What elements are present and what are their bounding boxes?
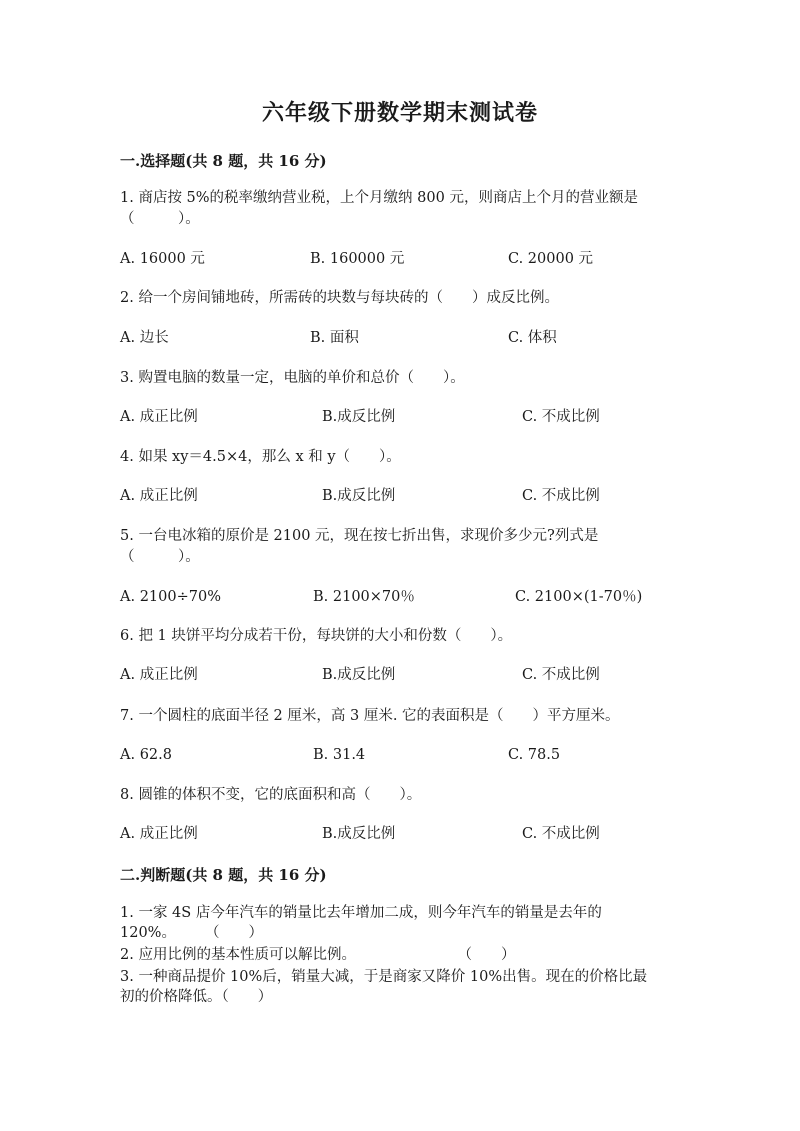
page-title: 六年级下册数学期末测试卷 — [261, 100, 538, 126]
judgement-3 — [120, 967, 685, 1007]
question-text: 3. 购置电脑的数量一定，电脑的单价和总价（ ）。 — [120, 370, 465, 386]
option-b: B. 面积 — [310, 330, 359, 346]
question-1 — [120, 188, 680, 230]
option-c: C. 78.5 — [508, 747, 561, 763]
option-b: B.成反比例 — [322, 488, 396, 504]
question-6 — [120, 626, 680, 647]
judgement-text: 2. 应用比例的基本性质可以解比例。 （ ） — [120, 947, 516, 963]
question-text: 4. 如果 xy＝4.5×4，那么 x 和 y（ ）。 — [120, 449, 401, 465]
option-c: C. 不成比例 — [522, 667, 600, 683]
option-c: C. 2100×(1-70％) — [515, 589, 643, 605]
option-a: A. 2100÷70% — [120, 589, 221, 605]
option-b: B. 31.4 — [313, 747, 366, 763]
option-b: B.成反比例 — [322, 667, 396, 683]
option-b: B. 160000 元 — [310, 251, 405, 267]
section-header-choice: 一.选择题(共 8 题，共 16 分) — [120, 152, 327, 170]
option-c: C. 不成比例 — [522, 826, 600, 842]
option-a: A. 成正比例 — [120, 409, 198, 425]
judgement-text: 3. 一种商品提价 10%后，销量大减，于是商家又降价 10%出售。现在的价格比最 — [120, 969, 648, 985]
question-text: 6. 把 1 块饼平均分成若干份，每块饼的大小和份数（ ）。 — [120, 628, 513, 644]
judgement-text-cont: 120%。 （ ） — [120, 925, 263, 941]
option-a: A. 62.8 — [120, 747, 172, 763]
judgement-1 — [120, 903, 685, 943]
question-7 — [120, 706, 700, 727]
option-b: B.成反比例 — [322, 409, 396, 425]
option-a: A. 成正比例 — [120, 667, 198, 683]
question-2 — [120, 288, 680, 309]
option-a: A. 成正比例 — [120, 826, 198, 842]
question-4 — [120, 447, 680, 468]
option-c: C. 不成比例 — [522, 488, 600, 504]
option-a: A. 边长 — [120, 330, 169, 346]
question-text-cont: （ ）。 — [120, 211, 200, 227]
question-3 — [120, 368, 680, 389]
question-text: 2. 给一个房间铺地砖，所需砖的块数与每块砖的（ ）成反比例。 — [120, 290, 559, 306]
option-c: C. 不成比例 — [522, 409, 600, 425]
option-a: A. 成正比例 — [120, 488, 198, 504]
option-c: C. 20000 元 — [508, 251, 594, 267]
option-b: B. 2100×70％ — [313, 589, 415, 605]
question-text: 7. 一个圆柱的底面半径 2 厘米，高 3 厘米. 它的表面积是（ ）平方厘米。 — [120, 708, 620, 724]
judgement-text: 1. 一家 4S 店今年汽车的销量比去年增加二成，则今年汽车的销量是去年的 — [120, 905, 602, 921]
option-a: A. 16000 元 — [120, 251, 205, 267]
question-text-cont: （ ）。 — [120, 549, 200, 565]
question-text: 1. 商店按 5%的税率缴纳营业税，上个月缴纳 800 元，则商店上个月的营业额是 — [120, 190, 638, 206]
question-text: 5. 一台电冰箱的原价是 2100 元，现在按七折出售，求现价多少元?列式是 — [120, 528, 599, 544]
question-text: 8. 圆锥的体积不变，它的底面积和高（ ）。 — [120, 787, 422, 803]
section-header-judgement: 二.判断题(共 8 题，共 16 分) — [120, 866, 327, 884]
question-5 — [120, 526, 680, 568]
question-8 — [120, 785, 680, 806]
judgement-text-cont: 初的价格降低。（ ） — [120, 989, 273, 1005]
judgement-2 — [120, 945, 685, 965]
option-c: C. 体积 — [508, 330, 557, 346]
option-b: B.成反比例 — [322, 826, 396, 842]
